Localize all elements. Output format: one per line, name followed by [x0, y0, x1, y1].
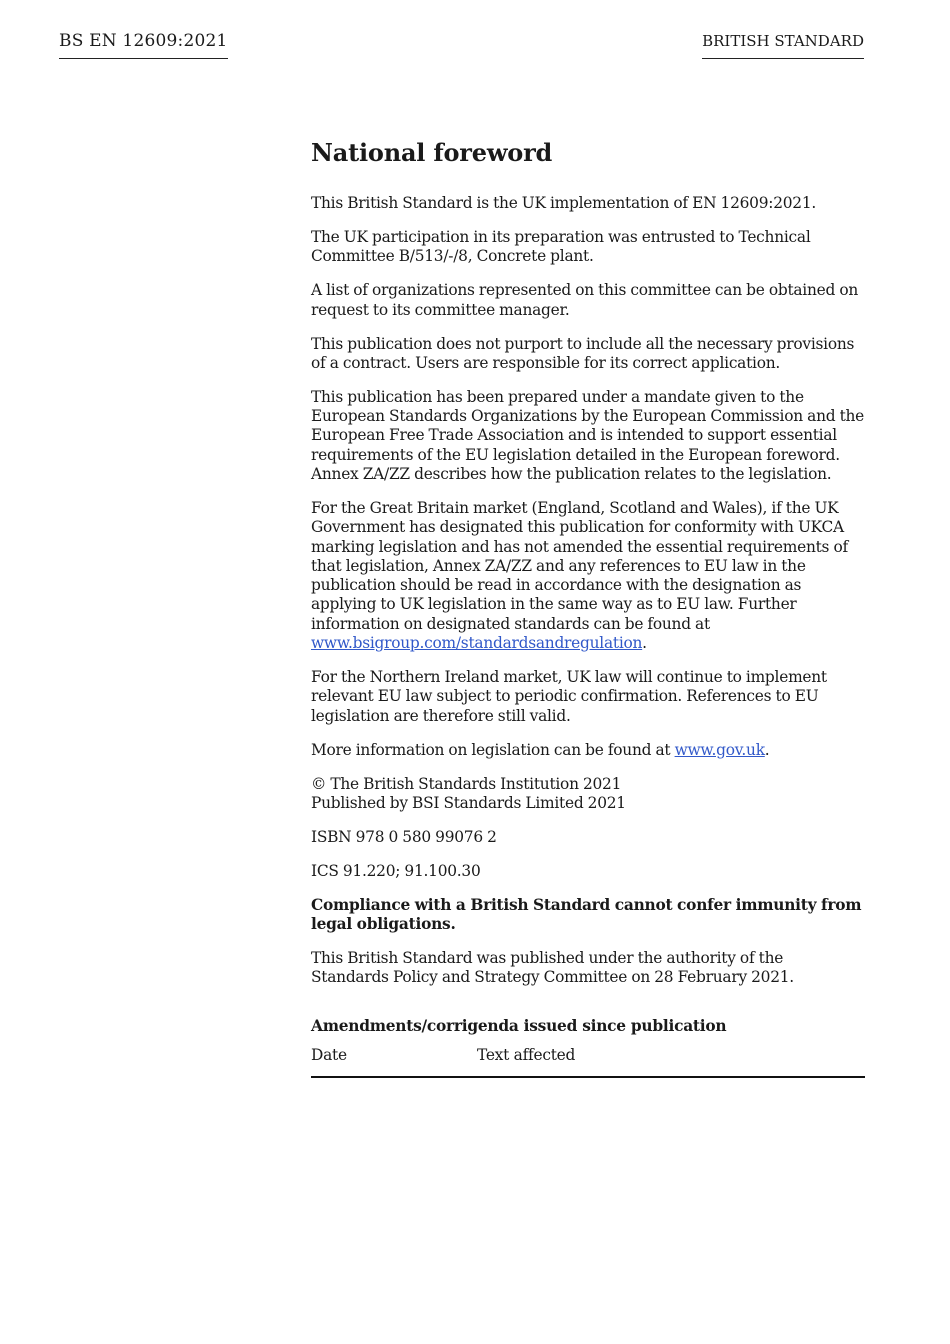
paragraph-great-britain	[311, 499, 865, 653]
amendments-table	[311, 1046, 865, 1078]
paragraph-more-info	[311, 741, 865, 760]
amendments-heading: Amendments/corrigenda issued since publication	[311, 1016, 727, 1035]
isbn: ISBN 978 0 580 99076 2	[311, 827, 497, 846]
paragraph-more-info-end: .	[764, 740, 770, 759]
amendments-text-header: Text affected	[477, 1045, 576, 1064]
amendments-date-header: Date	[311, 1045, 347, 1064]
paragraph-provisions: This publication does not purport to include all the necessary provisions of a contract. Users are responsible for its correct application.	[311, 334, 855, 372]
ics-codes: ICS 91.220; 91.100.30	[311, 861, 481, 880]
copyright-block	[311, 775, 865, 814]
paragraph-northern-ireland: For the Northern Ireland market, UK law will continue to implement relevant EU law subject to periodic confirmation. References to EU legislation are therefore still valid.	[311, 668, 827, 725]
copyright-line: © The British Standards Institution 2021	[311, 774, 622, 793]
paragraph-implementation: This British Standard is the UK implementation of EN 12609:2021.	[311, 194, 817, 212]
foreword-content	[311, 136, 865, 1078]
gov-uk-link[interactable]: www.gov.uk	[674, 740, 765, 759]
paragraph-committee: The UK participation in its preparation was entrusted to Technical Committee B/513/-/8, Concrete plant.	[311, 227, 811, 266]
paragraph-organizations: A list of organizations represented on this committee can be obtained on request to its committee manager.	[311, 281, 859, 319]
bsigroup-link[interactable]: www.bsigroup.com/standardsandregulation	[311, 634, 643, 653]
page-title: National foreword	[311, 138, 553, 167]
paragraph-more-info-text: More information on legislation can be found at	[311, 740, 675, 759]
paragraph-great-britain-end: .	[642, 634, 647, 653]
standard-label: BRITISH STANDARD	[702, 30, 864, 59]
publisher-line: Published by BSI Standards Limited 2021	[311, 793, 626, 812]
paragraph-mandate: This publication has been prepared under a mandate given to the European Standards Organizations by the European Commission and the European Free Trade Association and is intended to support essential requirements of the EU legislation detailed in the European foreword. Annex ZA/ZZ describes how the publication relates to the legislation.	[311, 387, 865, 484]
compliance-notice: Compliance with a British Standard cannot confer immunity from legal obligations.	[311, 895, 862, 934]
document-id: BS EN 12609:2021	[59, 30, 228, 59]
paragraph-great-britain-text: For the Great Britain market (England, Scotland and Wales), if the UK Government has designated this publication for conformity with UKCA marking legislation and has not amended the essential requirements of that legislation, Annex ZA/ZZ and any references to EU law in the publication should be read in accordance with the designation as applying to UK legislation in the same way as to EU law. Further information on designated standards can be found at	[311, 499, 848, 633]
authority-statement: This British Standard was published under the authority of the Standards Policy and Strategy Committee on 28 February 2021.	[311, 949, 794, 987]
